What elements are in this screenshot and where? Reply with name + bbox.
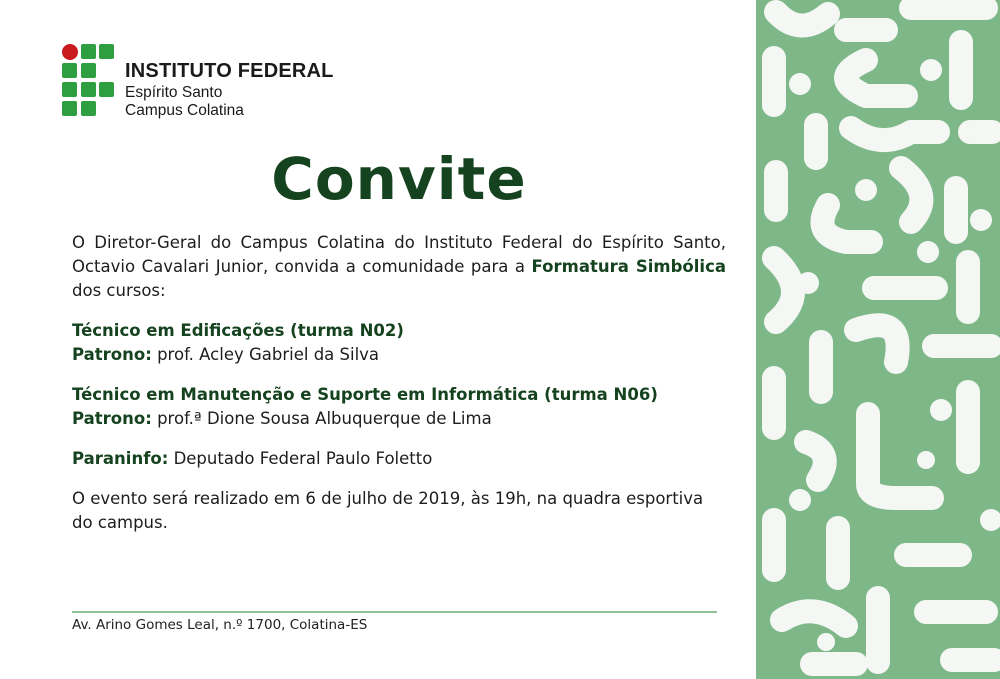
footer-address: Av. Arino Gomes Leal, n.º 1700, Colatina-ES [72,617,368,633]
paraninfo-label: Paraninfo: [72,449,169,468]
logo-red-dot [62,44,78,60]
paraninfo-name: Deputado Federal Paulo Foletto [173,449,433,468]
logo-mark [62,44,118,118]
logo-campus: Campus Colatina [125,102,244,119]
intro-text: O Diretor-Geral do Campus Colatina do Instituto Federal do Espírito Santo, Octavio Cavalari Junior, convida a comunidade para a [72,233,726,276]
course-block [72,319,726,367]
patrono-name: prof.ª Dione Sousa Albuquerque de Lima [157,409,492,428]
patrono-label: Patrono: [72,345,152,364]
intro-suffix: dos cursos: [72,281,166,300]
decorative-pattern-panel [756,0,1000,679]
institution-logo [62,44,362,124]
course-block [72,383,726,431]
intro-paragraph [72,231,726,303]
course-name: Técnico em Edificações (turma N02) [72,321,404,340]
course-name: Técnico em Manutenção e Suporte em Informática (turma N06) [72,385,658,404]
footer-divider [72,611,717,613]
paraninfo [72,447,726,471]
logo-state: Espírito Santo [125,84,223,101]
decorative-pattern [756,0,1000,679]
patrono-label: Patrono: [72,409,152,428]
logo-name: INSTITUTO FEDERAL [125,60,334,82]
page-title: Convite [271,145,527,213]
patrono-name: prof. Acley Gabriel da Silva [157,345,380,364]
intro-highlight: Formatura Simbólica [531,257,726,276]
event-details: O evento será realizado em 6 de julho de 2019, às 19h, na quadra esportiva do campus. [72,489,704,532]
invitation-body [72,231,726,535]
